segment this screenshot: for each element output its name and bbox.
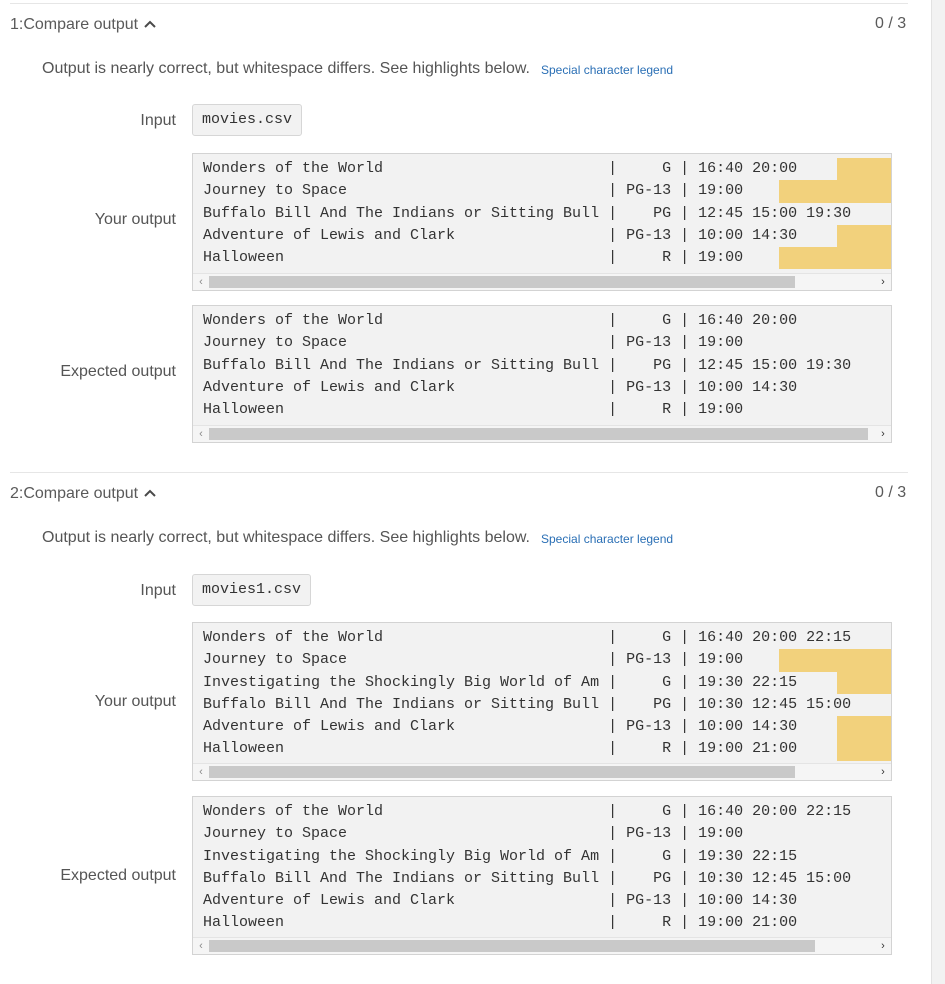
- output-line: Journey to Space | PG-13 | 19:00: [203, 334, 744, 352]
- scroll-left-icon[interactable]: ‹: [199, 940, 203, 952]
- scrollbar-thumb[interactable]: [209, 940, 815, 952]
- output-line: Investigating the Shockingly Big World of Am | G | 19:30 22:15: [203, 672, 851, 694]
- horizontal-scrollbar[interactable]: [193, 425, 891, 442]
- your-output-label: Your output: [94, 693, 176, 710]
- expected-output-box[interactable]: [192, 305, 892, 443]
- whitespace-highlight: [837, 672, 892, 694]
- score: 0 / 3: [875, 15, 907, 32]
- input-label: Input: [140, 582, 176, 599]
- scroll-right-icon[interactable]: ›: [881, 276, 885, 288]
- output-line: Buffalo Bill And The Indians or Sitting Bull | PG | 12:45 15:00 19:30: [203, 204, 852, 222]
- horizontal-scrollbar[interactable]: [193, 763, 891, 780]
- scrollbar-thumb[interactable]: [209, 766, 795, 778]
- output-lines: [203, 801, 851, 935]
- scroll-right-icon[interactable]: ›: [881, 428, 885, 440]
- compare-output-section-1: [0, 15, 920, 445]
- scrollbar-thumb[interactable]: [209, 276, 795, 288]
- output-line: Halloween | R | 19:00 21:00: [203, 738, 851, 760]
- output-line: Adventure of Lewis and Clark | PG-13 | 10:00 14:30: [203, 378, 798, 396]
- whitespace-highlight: [779, 247, 892, 269]
- output-line: Buffalo Bill And The Indians or Sitting Bull | PG | 10:30 12:45 15:00: [203, 869, 852, 887]
- whitespace-highlight: [779, 180, 892, 202]
- output-line: Halloween | R | 19:00 21:00: [203, 914, 798, 932]
- score: 0 / 3: [875, 484, 907, 501]
- input-label: Input: [140, 112, 176, 129]
- scroll-left-icon[interactable]: ‹: [199, 428, 203, 440]
- section-toggle[interactable]: [10, 484, 156, 503]
- your-output-box[interactable]: [192, 622, 892, 781]
- scrollbar-thumb[interactable]: [209, 428, 868, 440]
- output-lines: [203, 627, 851, 761]
- output-lines: [203, 310, 851, 421]
- output-line: Buffalo Bill And The Indians or Sitting Bull | PG | 12:45 15:00 19:30: [203, 356, 852, 374]
- input-filename: movies.csv: [192, 104, 302, 136]
- output-line: Halloween | R | 19:00: [203, 401, 744, 419]
- output-line: Wonders of the World | G | 16:40 20:00: [203, 312, 798, 329]
- output-line: Wonders of the World | G | 16:40 20:00 22:15: [203, 629, 852, 646]
- your-output-box[interactable]: [192, 153, 892, 291]
- output-line: Adventure of Lewis and Clark | PG-13 | 10:00 14:30: [203, 892, 798, 910]
- your-output-label: Your output: [94, 211, 176, 228]
- input-filename: movies1.csv: [192, 574, 311, 606]
- output-line: Wonders of the World | G | 16:40 20:00: [203, 158, 851, 180]
- scroll-right-icon[interactable]: ›: [881, 940, 885, 952]
- result-message: Output is nearly correct, but whitespace differs. See highlights below.: [42, 529, 530, 546]
- whitespace-highlight: [837, 738, 892, 760]
- horizontal-scrollbar[interactable]: [193, 937, 891, 954]
- output-line: Journey to Space | PG-13 | 19:00: [203, 649, 851, 671]
- compare-output-section-2: [0, 484, 920, 964]
- scroll-right-icon[interactable]: ›: [881, 766, 885, 778]
- section-title: 2:Compare output: [10, 485, 139, 502]
- special-character-legend-link[interactable]: Special character legend: [541, 532, 674, 546]
- output-line: Adventure of Lewis and Clark | PG-13 | 10:00 14:30: [203, 716, 851, 738]
- output-line: Investigating the Shockingly Big World of Am | G | 19:30 22:15: [203, 847, 798, 865]
- section-divider: [10, 3, 908, 4]
- special-character-legend-link[interactable]: Special character legend: [541, 63, 674, 77]
- horizontal-scrollbar[interactable]: [193, 273, 891, 290]
- expected-output-label: Expected output: [60, 867, 176, 884]
- page-scrollbar[interactable]: [931, 0, 945, 984]
- whitespace-highlight: [779, 649, 892, 671]
- section-title: 1:Compare output: [10, 16, 139, 33]
- expected-output-label: Expected output: [60, 363, 176, 380]
- output-line: Adventure of Lewis and Clark | PG-13 | 10:00 14:30: [203, 225, 851, 247]
- result-message: Output is nearly correct, but whitespace differs. See highlights below.: [42, 60, 530, 77]
- output-line: Halloween | R | 19:00: [203, 247, 851, 269]
- whitespace-highlight: [837, 225, 892, 247]
- scroll-left-icon[interactable]: ‹: [199, 276, 203, 288]
- chevron-up-icon: [144, 484, 156, 502]
- section-toggle[interactable]: [10, 15, 156, 34]
- whitespace-highlight: [837, 158, 892, 180]
- expected-output-box[interactable]: [192, 796, 892, 955]
- chevron-up-icon: [144, 15, 156, 33]
- scroll-left-icon[interactable]: ‹: [199, 766, 203, 778]
- output-line: Journey to Space | PG-13 | 19:00: [203, 825, 744, 843]
- whitespace-highlight: [837, 716, 892, 738]
- output-lines: [203, 158, 851, 269]
- output-line: Journey to Space | PG-13 | 19:00: [203, 180, 851, 202]
- section-divider: [10, 472, 908, 473]
- output-line: Wonders of the World | G | 16:40 20:00 22:15: [203, 803, 852, 820]
- output-line: Buffalo Bill And The Indians or Sitting Bull | PG | 10:30 12:45 15:00: [203, 695, 852, 713]
